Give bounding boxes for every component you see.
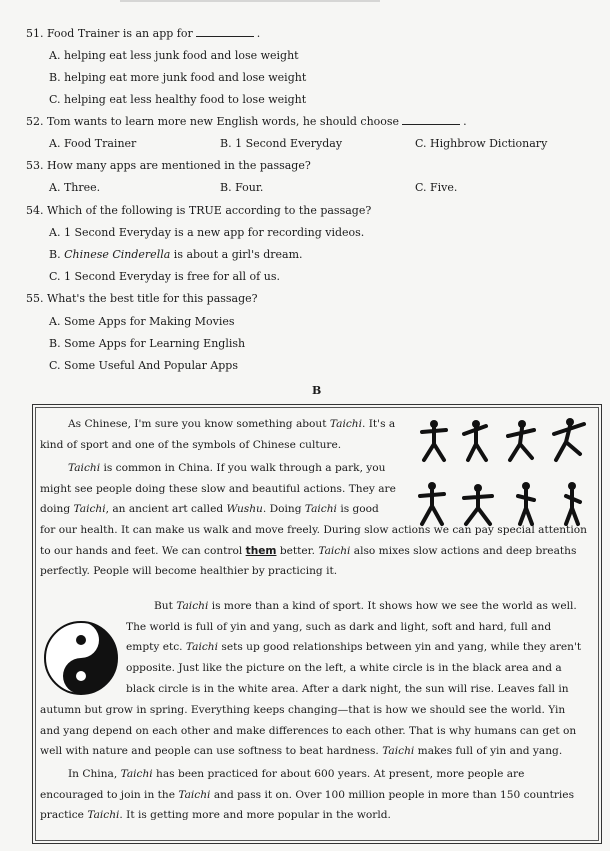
passage-paragraph-4: In China, Taichi has been practiced for about 600 years. At present, more people are encouraged to join in the Taichi and pass it on. Over 100 million people in more than 150 countries practice Taichi. It is getting more and more popular in the world. [40,768,575,822]
option-53-a: A. Three. [49,181,101,194]
option-51-a: A. helping eat less junk food and lose weight [49,49,299,62]
answer-blank [402,116,460,125]
question-number: 55. [26,292,44,305]
question-54 [26,204,371,217]
question-number: 53. [26,159,44,172]
taichi-figure-8 [566,482,580,524]
taichi-figure-1 [422,420,446,460]
taichi-figure-7 [518,482,534,524]
passage-paragraph-2-cont: for our health. It can make us walk and move freely. During slow actions we can pay special attention to our hands and feet. We can control them better. Taichi also mixes slow actions and deep breaths perfectly. People will become healthier by practicing it. [40,524,587,578]
taichi-figures-illustration [414,416,594,532]
question-number: 54. [26,204,44,217]
passage-paragraph-1: As Chinese, I'm sure you know something about Taichi. It's a kind of sport and one of the symbols of Chinese culture. [40,418,396,451]
option-55-a: A. Some Apps for Making Movies [49,315,235,328]
question-53 [26,159,311,172]
passage-paragraph-2: Taichi is common in China. If you walk through a park, you might see people doing these slow and beautiful actions. They are doing Taichi, an ancient art called Wushu. Doing Taichi is good [40,462,396,516]
option-52-b: B. 1 Second Everyday [220,137,343,150]
option-54-a: A. 1 Second Everyday is a new app for recording videos. [49,226,365,239]
option-53-c: C. Five. [415,181,458,194]
question-tail: . [256,27,261,40]
option-55-c: C. Some Useful And Popular Apps [49,359,238,372]
question-52 [26,115,467,128]
taichi-figure-2 [464,420,486,460]
question-51 [26,27,260,40]
option-51-b: B. helping eat more junk food and lose weight [49,71,307,84]
question-text: Which of the following is TRUE according to the passage? [47,204,372,217]
underlined-word-them: them [245,544,277,557]
question-text: Food Trainer is an app for [47,27,193,40]
taichi-figure-3 [508,420,534,460]
taichi-figure-6 [464,484,492,524]
option-51-c: C. helping eat less healthy food to lose weight [49,93,307,106]
question-55 [26,292,258,305]
yin-yang-icon [42,608,120,708]
taichi-figure-5 [420,482,444,524]
question-number: 52. [26,115,44,128]
passage-paragraph-3: But Taichi is more than a kind of sport. It shows how we see the world as well. The world is full of yin and yang, such as dark and light, soft and hard, full and empty etc. Taichi sets up good relationships between yin and yang, while they aren't opposite. Just like the picture on the left, a white circle is in the black area and a black circle is in the white area. After a dark night, the sun will rise. Leaves fall in [126,600,582,695]
question-text: Tom wants to learn more new English words, he should choose [47,115,400,128]
option-53-b: B. Four. [220,181,264,194]
question-text: What's the best title for this passage? [47,292,258,305]
passage-paragraph-3-cont: autumn but grow in spring. Everything keeps changing—that is how we should see the world. Yin and yang depend on each other and make differences to each other. That is why humans can get on well with nature and people can use softness to beat hardness. Taichi makes full of yin and yang. [40,704,577,758]
option-55-b: B. Some Apps for Learning English [49,337,246,350]
option-52-c: C. Highbrow Dictionary [415,137,548,150]
option-54-c: C. 1 Second Everyday is free for all of us. [49,270,280,283]
cropped-header-line [120,0,380,6]
question-text: How many apps are mentioned in the passage? [47,159,311,172]
answer-blank [196,28,254,37]
option-52-a: A. Food Trainer [49,137,137,150]
question-tail: . [463,115,467,128]
section-heading: B [312,384,322,397]
taichi-figure-4 [554,418,584,460]
option-54-b: B. Chinese Cinderella is about a girl's dream. [49,248,303,261]
question-number: 51. [26,27,44,40]
